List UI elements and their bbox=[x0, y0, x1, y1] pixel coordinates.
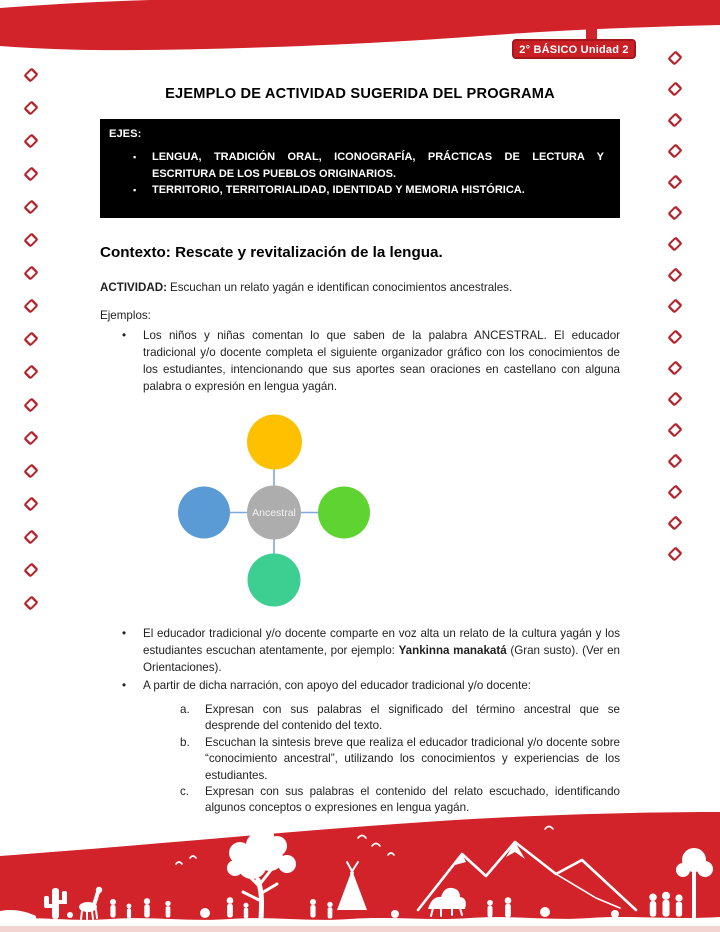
diamond-ornament-icon bbox=[23, 100, 38, 115]
diamond-ornament-icon bbox=[23, 232, 38, 247]
ejes-label: EJES: bbox=[109, 128, 142, 140]
footer-fade-strip bbox=[0, 926, 720, 932]
diagram-circle-bottom bbox=[248, 554, 301, 607]
ejes-list bbox=[109, 149, 610, 199]
ejes-item-text: LENGUA, TRADICIÓN ORAL, ICONOGRAFÍA, PRÁCTICAS DE LECTURA Y ESCRITURA DE LOS PUEBLOS ORIGINARIOS. bbox=[152, 151, 604, 180]
sub-item-a bbox=[163, 702, 620, 735]
page-title: EJEMPLO DE ACTIVIDAD SUGERIDA DEL PROGRAMA bbox=[165, 86, 555, 102]
diamond-ornament-icon bbox=[23, 199, 38, 214]
diagram-circle-top bbox=[247, 415, 302, 470]
activity-text: Escuchan un relato yagán e identifican conocimientos ancestrales. bbox=[169, 281, 513, 294]
sub-item-text: Expresan con sus palabras el contenido del relato escuchado, identificando algunos conceptos o expresiones en lengua yagán. bbox=[205, 785, 620, 815]
diamond-ornament-icon bbox=[667, 298, 682, 313]
ejes-item-text: TERRITORIO, TERRITORIALIDAD, IDENTIDAD Y MEMORIA HISTÓRICA. bbox=[152, 184, 525, 197]
diamond-ornament-icon bbox=[23, 298, 38, 313]
activity-label: ACTIVIDAD: bbox=[100, 281, 167, 294]
bullet-item bbox=[100, 678, 620, 695]
sub-item-b bbox=[163, 735, 620, 784]
bullet-text-bold: Yankinna manakatá bbox=[398, 643, 507, 657]
sub-item-list bbox=[100, 702, 620, 817]
bullet-text-post: (Gran susto). (Ver en Orientaciones). bbox=[143, 643, 620, 674]
ejes-box bbox=[100, 119, 620, 218]
diamond-ornament-icon bbox=[23, 331, 38, 346]
diamond-ornament-icon bbox=[23, 166, 38, 181]
unit-badge: 2° BÁSICO Unidad 2 bbox=[512, 39, 636, 59]
diamond-ornament-icon bbox=[667, 174, 682, 189]
diamond-ornament-icon bbox=[23, 133, 38, 148]
diamond-ornament-icon bbox=[667, 360, 682, 375]
sub-item-marker: b. bbox=[180, 735, 190, 749]
diamond-ornament-icon bbox=[667, 329, 682, 344]
examples-label: Ejemplos: bbox=[100, 309, 151, 322]
round-bullet-icon: • bbox=[122, 627, 127, 640]
diamond-ornament-icon bbox=[23, 67, 38, 82]
ancestral-diagram bbox=[0, 405, 720, 615]
sub-item-marker: a. bbox=[180, 703, 190, 716]
sub-item-text: Escuchan la sintesis breve que realiza el educador tradicional y/o docente sobre “conocimiento ancestral”, utilizando los conocimientos y experiencias de los estudiantes. bbox=[205, 735, 620, 782]
diamond-ornament-icon bbox=[667, 112, 682, 127]
diagram-circle-left bbox=[178, 487, 230, 539]
diamond-ornament-icon bbox=[23, 364, 38, 379]
round-bullet-icon: • bbox=[122, 329, 127, 342]
diamond-ornament-icon bbox=[23, 265, 38, 280]
diagram-canvas bbox=[0, 405, 720, 615]
diamond-ornament-icon bbox=[667, 205, 682, 220]
diagram-center-label: Ancestral bbox=[252, 507, 296, 519]
bullet-item bbox=[100, 626, 620, 677]
diamond-ornament-icon bbox=[667, 267, 682, 282]
bullet-item bbox=[100, 328, 620, 396]
sub-item-marker: c. bbox=[180, 785, 190, 799]
round-bullet-icon: • bbox=[122, 679, 127, 692]
bullet-text: Los niños y niñas comentan lo que saben de la palabra ANCESTRAL. El educador tradicional y/o docente completa el siguiente organizador gráfico con los conocimientos de los estudiantes, intencionando que sus aportes sean oraciones en castellano con alguna palabra o expresión en lengua yagán. bbox=[143, 329, 620, 393]
ejes-item bbox=[109, 182, 610, 199]
square-bullet-icon: ▪ bbox=[133, 152, 137, 162]
context-heading: Contexto: Rescate y revitalización de la lengua. bbox=[100, 244, 443, 261]
diamond-ornament-icon bbox=[667, 391, 682, 406]
diagram-circle-right bbox=[318, 487, 370, 539]
activity-line bbox=[100, 281, 512, 294]
square-bullet-icon: ▪ bbox=[133, 185, 137, 196]
sub-item-text: Expresan con sus palabras el significado del término ancestral que se desprende del contenido del texto. bbox=[205, 703, 620, 733]
bullet-text bbox=[143, 626, 620, 677]
diamond-ornament-icon bbox=[667, 143, 682, 158]
bullet-text-pre: El educador tradicional y/o docente comparte en voz alta un relato de la cultura yagán y los estudiantes escuchan atentamente, por ejemplo: bbox=[143, 627, 620, 657]
ejes-item bbox=[109, 149, 610, 182]
diamond-ornament-icon bbox=[667, 236, 682, 251]
bullet-text: A partir de dicha narración, con apoyo del educador tradicional y/o docente: bbox=[143, 679, 531, 692]
footer-art bbox=[0, 812, 720, 932]
